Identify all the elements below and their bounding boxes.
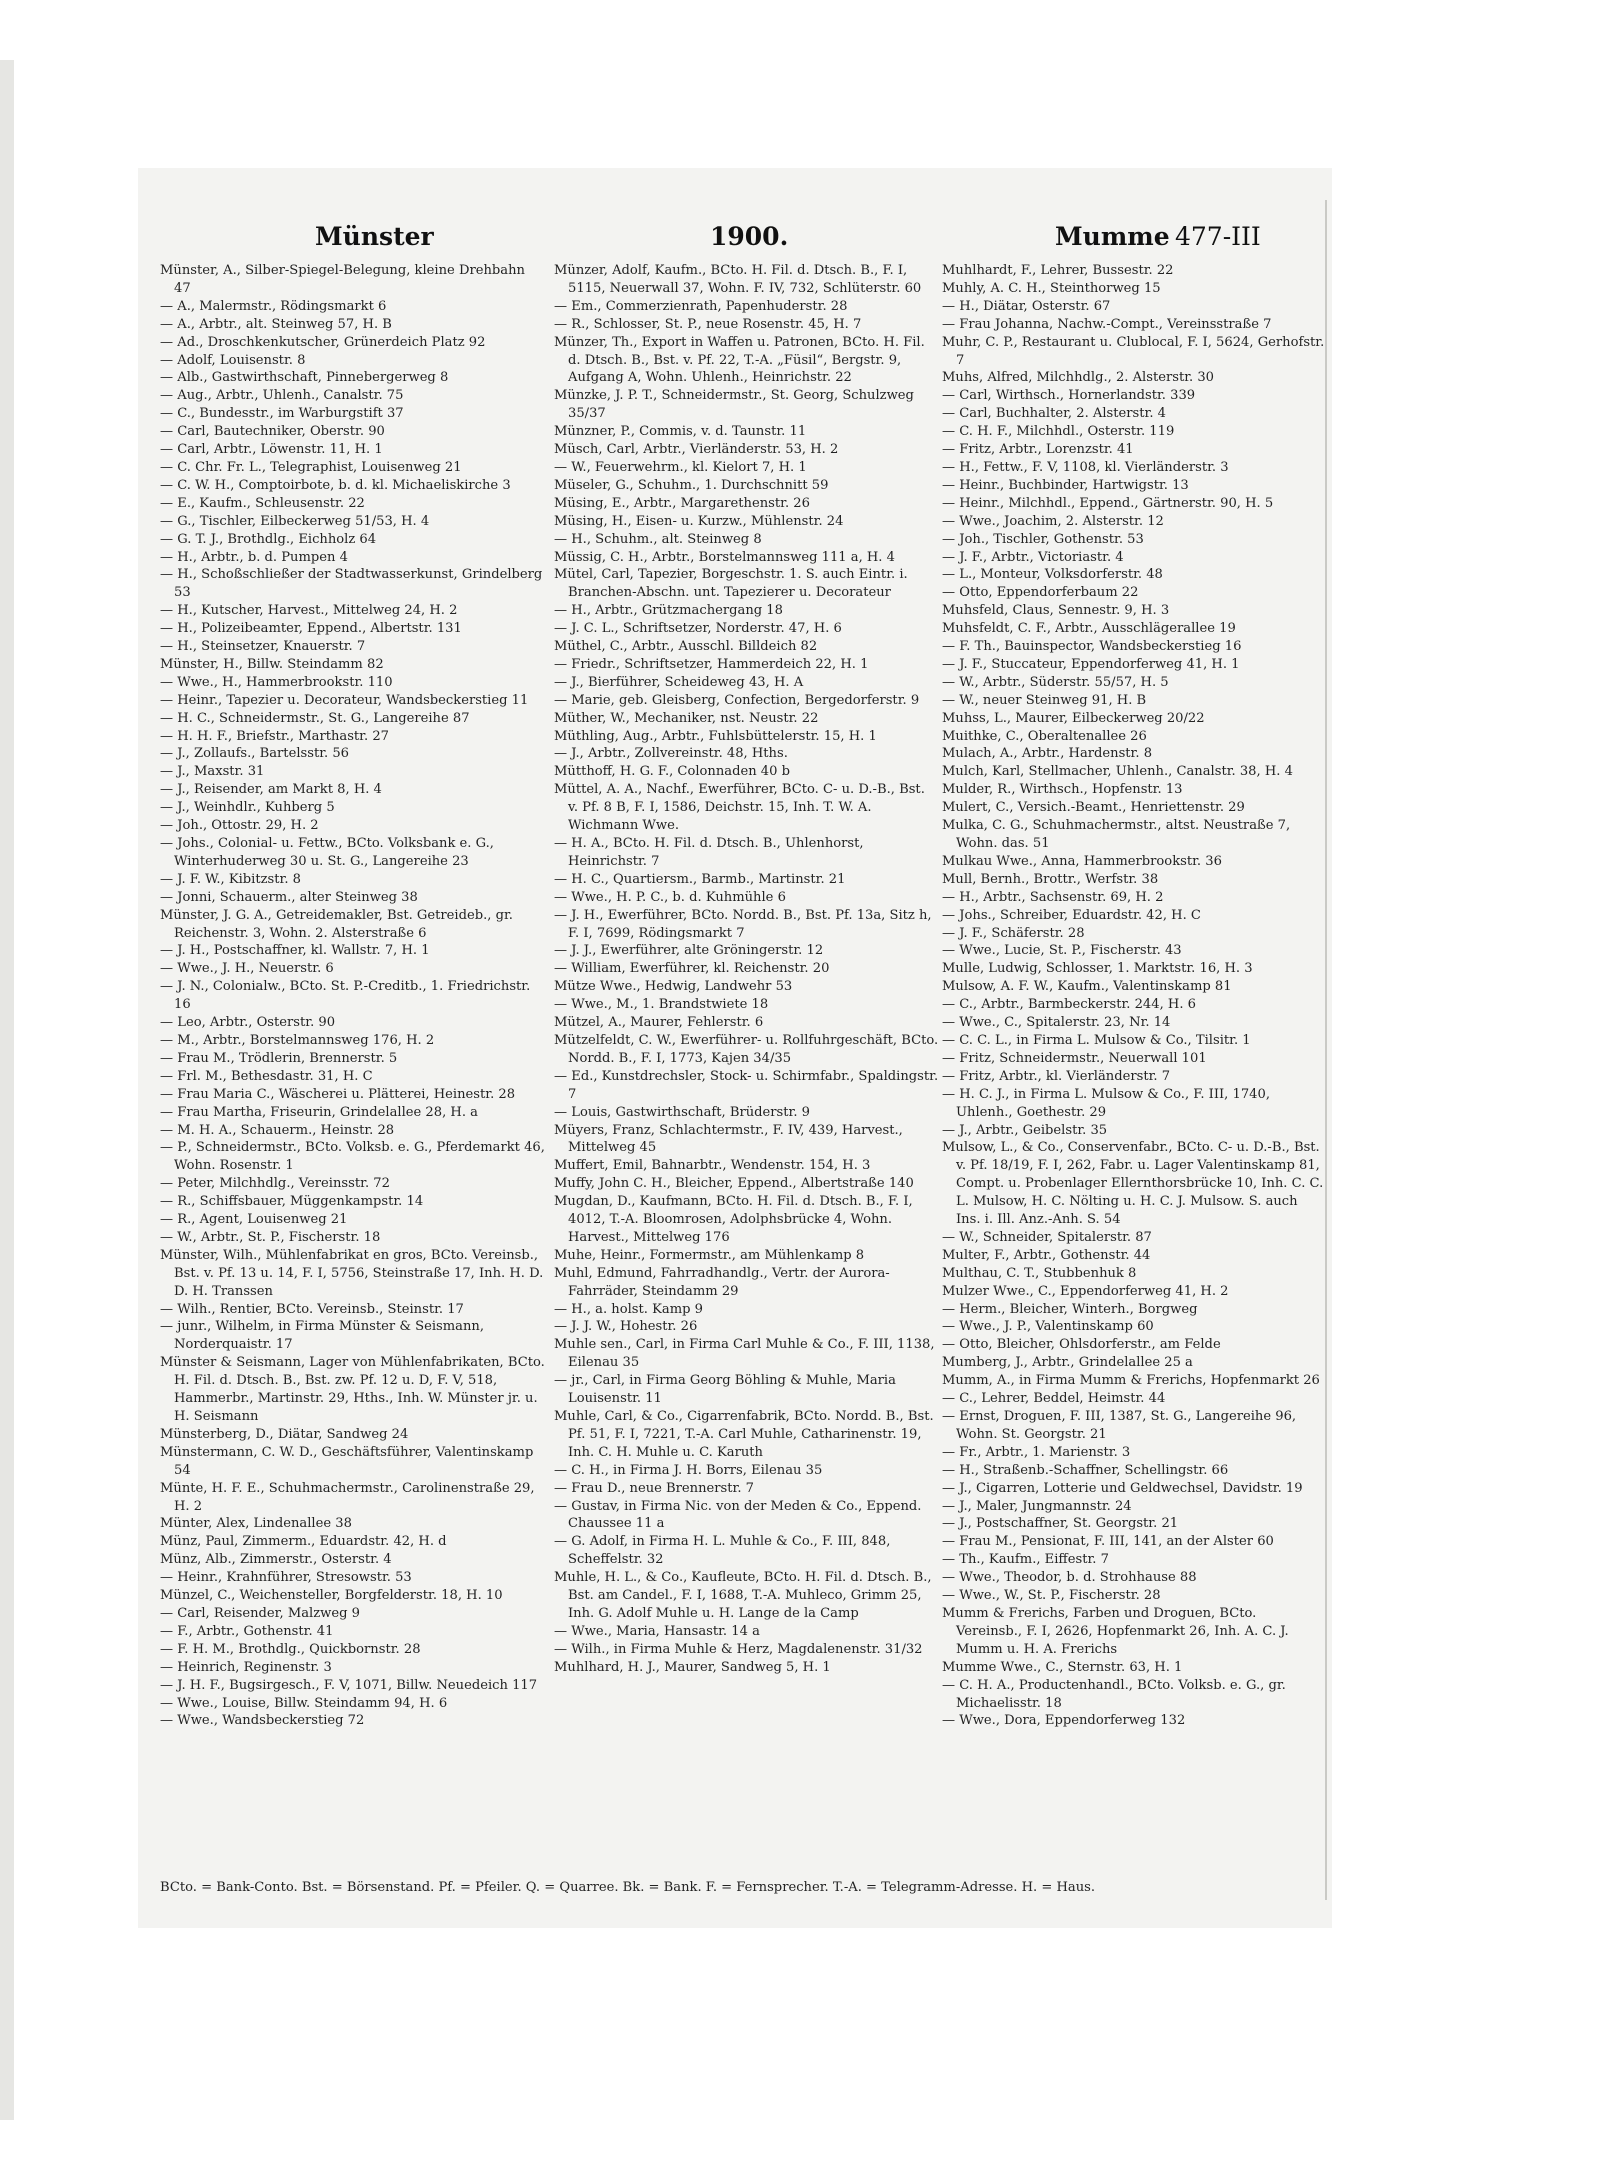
directory-entry: — C. H. F., Milchhdl., Osterstr. 119 bbox=[942, 424, 1175, 440]
directory-entry: Mütthoff, H. G. F., Colonnaden 40 b bbox=[554, 764, 791, 780]
directory-entry: — Leo, Arbtr., Osterstr. 90 bbox=[160, 1015, 336, 1031]
directory-entry: — H., Straßenb.-Schaffner, Schellingstr. 66 bbox=[942, 1462, 1229, 1478]
directory-entry: — J., Cigarren, Lotterie und Geldwechsel, Davidstr. 19 bbox=[942, 1480, 1303, 1496]
directory-entry: — William, Ewerführer, kl. Reichenstr. 20 bbox=[554, 961, 830, 977]
directory-entry: — J., Weinhdlr., Kuhberg 5 bbox=[160, 800, 335, 816]
directory-column-3 bbox=[942, 262, 1325, 1872]
directory-column-2 bbox=[554, 262, 939, 1872]
directory-entry: Münz, Alb., Zimmerstr., Osterstr. 4 bbox=[160, 1552, 392, 1568]
directory-entry: Muhsfeldt, C. F., Arbtr., Ausschlägerallee 19 bbox=[942, 621, 1236, 637]
directory-entry: Mumm & Frerichs, Farben und Droguen, BCto. Vereinsb., F. I, 2626, Hopfenmarkt 26, Inh. A. C. J. Mumm u. H. A. Frerichs bbox=[942, 1605, 1289, 1657]
directory-entry: — Fritz, Schneidermstr., Neuerwall 101 bbox=[942, 1050, 1207, 1066]
directory-entry: — Th., Kaufm., Eiffestr. 7 bbox=[942, 1552, 1109, 1568]
page-number: 477-III bbox=[1175, 222, 1261, 251]
directory-entry: — Wwe., Dora, Eppendorferweg 132 bbox=[942, 1713, 1186, 1729]
directory-entry: — W., Arbtr., St. P., Fischerstr. 18 bbox=[160, 1229, 381, 1245]
directory-entry: — Fr., Arbtr., 1. Marienstr. 3 bbox=[942, 1444, 1131, 1460]
directory-entry: Müthel, C., Arbtr., Ausschl. Billdeich 82 bbox=[554, 639, 818, 655]
page-header bbox=[175, 222, 1295, 258]
directory-entry: Müsing, E., Arbtr., Margarethenstr. 26 bbox=[554, 495, 810, 511]
directory-entry: Müyers, Franz, Schlachtermstr., F. IV, 439, Harvest., Mittelweg 45 bbox=[554, 1122, 903, 1156]
directory-column-1 bbox=[160, 262, 545, 1872]
directory-entry: — H., Polizeibeamter, Eppend., Albertstr. 131 bbox=[160, 621, 462, 637]
directory-entry: — A., Arbtr., alt. Steinweg 57, H. B bbox=[160, 316, 392, 332]
directory-entry: Mützelfeldt, C. W., Ewerführer- u. Rollfuhrgeschäft, BCto. Nordd. B., F. I, 1773, Kajen 34/35 bbox=[554, 1032, 939, 1066]
directory-entry: Muhle, Carl, & Co., Cigarrenfabrik, BCto. Nordd. B., Bst. Pf. 51, F. I, 7221, T.-A. Carl Muhle, Catharinenstr. 19, Inh. C. H. Muhle u. C. Karuth bbox=[554, 1409, 934, 1460]
directory-entry: Mulle, Ludwig, Schlosser, 1. Marktstr. 16, H. 3 bbox=[942, 961, 1253, 977]
directory-entry: — Gustav, in Firma Nic. von der Meden & Co., Eppend. Chaussee 11 a bbox=[554, 1498, 922, 1532]
directory-entry: — H., a. holst. Kamp 9 bbox=[554, 1301, 703, 1317]
directory-entry: Mütze Wwe., Hedwig, Landwehr 53 bbox=[554, 979, 793, 995]
directory-entry: — F. H. M., Brothdlg., Quickbornstr. 28 bbox=[160, 1641, 421, 1657]
directory-entry: Müthling, Aug., Arbtr., Fuhlsbüttelerstr. 15, H. 1 bbox=[554, 728, 877, 744]
directory-entry: — H., Arbtr., b. d. Pumpen 4 bbox=[160, 549, 348, 565]
directory-entry: — Johs., Colonial- u. Fettw., BCto. Volksbank e. G., Winterhuderweg 30 u. St. G., Langereihe 23 bbox=[160, 836, 494, 869]
directory-entry: — H. H. F., Briefstr., Marthastr. 27 bbox=[160, 728, 389, 744]
directory-entry: Muhlhardt, F., Lehrer, Bussestr. 22 bbox=[942, 263, 1174, 278]
directory-entry: — J., Maler, Jungmannstr. 24 bbox=[942, 1498, 1132, 1514]
directory-entry: Münster, Wilh., Mühlenfabrikat en gros, BCto. Vereinsb., Bst. v. Pf. 13 u. 14, F. I, 5756, Steinstraße 17, Inh. H. D. D. H. Transsen bbox=[160, 1247, 544, 1299]
directory-entry: Mulsow, L., & Co., Conservenfabr., BCto. C- u. D.-B., Bst. v. Pf. 18/19, F. I, 262, Fabr. u. Lager Valentinskamp 81, Compt. u. Probenlager Ellernthorsbrücke 10, Inh. C. C. L. Mulsow, H. C. Nölting u. H. C. J. Mulsow. S. auch Ins. i. Ill. Anz.-Anh. S. 54 bbox=[942, 1140, 1324, 1228]
directory-entry: — Fritz, Arbtr., Lorenzstr. 41 bbox=[942, 442, 1134, 458]
directory-entry: Münzner, P., Commis, v. d. Taunstr. 11 bbox=[554, 424, 807, 440]
directory-entry: Multhau, C. T., Stubbenhuk 8 bbox=[942, 1265, 1137, 1281]
directory-entry: Muhly, A. C. H., Steinthorweg 15 bbox=[942, 280, 1161, 296]
directory-entry: Münte, H. F. E., Schuhmachermstr., Carolinenstraße 29, H. 2 bbox=[160, 1480, 535, 1514]
directory-entry: — J. F. W., Kibitzstr. 8 bbox=[160, 871, 301, 887]
directory-entry: — C. Chr. Fr. L., Telegraphist, Louisenweg 21 bbox=[160, 459, 462, 475]
directory-entry: Muhle sen., Carl, in Firma Carl Muhle & Co., F. III, 1138, Eilenau 35 bbox=[554, 1337, 935, 1371]
directory-entry: Münster & Seismann, Lager von Mühlenfabrikaten, BCto. H. Fil. d. Dtsch. B., Bst. zw. Pf. 12 u. D, F. V, 518, Hammerbr., Martinstr. 29, Hths., Inh. W. Münster jr. u. H. Seismann bbox=[160, 1355, 545, 1424]
directory-entry: — R., Agent, Louisenweg 21 bbox=[160, 1212, 348, 1228]
directory-entry: Mull, Bernh., Brottr., Werfstr. 38 bbox=[942, 871, 1159, 887]
directory-entry: — H., Kutscher, Harvest., Mittelweg 24, H. 2 bbox=[160, 603, 458, 619]
directory-entry: — A., Malermstr., Rödingsmarkt 6 bbox=[160, 298, 387, 314]
directory-entry: — W., Arbtr., Süderstr. 55/57, H. 5 bbox=[942, 674, 1169, 690]
directory-entry: — H., Fettw., F. V, 1108, kl. Vierländerstr. 3 bbox=[942, 459, 1229, 475]
directory-entry: Müsch, Carl, Arbtr., Vierländerstr. 53, H. 2 bbox=[554, 442, 839, 458]
directory-entry: — W., Feuerwehrm., kl. Kielort 7, H. 1 bbox=[554, 459, 807, 475]
scan-edge bbox=[0, 60, 14, 2120]
directory-entry: — Frau Maria C., Wäscherei u. Plätterei, Heinestr. 28 bbox=[160, 1086, 516, 1102]
directory-entry: — Frl. M., Bethesdastr. 31, H. C bbox=[160, 1068, 373, 1084]
directory-entry: — J. F., Stuccateur, Eppendorferweg 41, H. 1 bbox=[942, 656, 1240, 672]
directory-entry: — Ed., Kunstdrechsler, Stock- u. Schirmfabr., Spaldingstr. 7 bbox=[554, 1068, 939, 1102]
directory-entry: Muhs, Alfred, Milchhdlg., 2. Alsterstr. 30 bbox=[942, 370, 1215, 386]
directory-entry: Mulert, C., Versich.-Beamt., Henriettenstr. 29 bbox=[942, 800, 1245, 816]
directory-entry: — P., Schneidermstr., BCto. Volksb. e. G., Pferdemarkt 46, Wohn. Rosenstr. 1 bbox=[160, 1140, 545, 1174]
directory-entry: — Friedr., Schriftsetzer, Hammerdeich 22, H. 1 bbox=[554, 656, 869, 672]
directory-entry: Muhlhard, H. J., Maurer, Sandweg 5, H. 1 bbox=[554, 1659, 831, 1675]
directory-entry: — F. Th., Bauinspector, Wandsbeckerstieg 16 bbox=[942, 639, 1242, 655]
directory-entry: — C., Bundesstr., im Warburgstift 37 bbox=[160, 406, 404, 422]
directory-entry: — Em., Commerzienrath, Papenhuderstr. 28 bbox=[554, 298, 848, 314]
directory-entry: — Wwe., Theodor, b. d. Strohhause 88 bbox=[942, 1570, 1197, 1586]
directory-entry: — Joh., Tischler, Gothenstr. 53 bbox=[942, 531, 1144, 547]
directory-entry: — J. J. W., Hohestr. 26 bbox=[554, 1319, 698, 1335]
directory-entry: — L., Monteur, Volksdorferstr. 48 bbox=[942, 567, 1163, 583]
directory-entry: Muhl, Edmund, Fahrradhandlg., Vertr. der Aurora-Fahrräder, Steindamm 29 bbox=[554, 1265, 890, 1299]
directory-entry: Münz, Paul, Zimmerm., Eduardstr. 42, H. d bbox=[160, 1534, 447, 1550]
directory-entry: — Wwe., J. P., Valentinskamp 60 bbox=[942, 1319, 1154, 1335]
directory-entry: Mulder, R., Wirthsch., Hopfenstr. 13 bbox=[942, 782, 1183, 798]
directory-entry: — J., Reisender, am Markt 8, H. 4 bbox=[160, 782, 382, 798]
directory-entry: — Frau Martha, Friseurin, Grindelallee 28, H. a bbox=[160, 1104, 478, 1120]
directory-entry: — Wwe., Maria, Hansastr. 14 a bbox=[554, 1623, 760, 1639]
directory-entry: — C. H. A., Productenhandl., BCto. Volksb. e. G., gr. Michaelisstr. 18 bbox=[942, 1677, 1286, 1711]
directory-entry: — F., Arbtr., Gothenstr. 41 bbox=[160, 1623, 334, 1639]
header-year: 1900. bbox=[710, 222, 789, 251]
directory-entry: — Louis, Gastwirthschaft, Brüderstr. 9 bbox=[554, 1104, 810, 1120]
page-fold-line bbox=[1325, 200, 1327, 1900]
directory-entry: Mulch, Karl, Stellmacher, Uhlenh., Canalstr. 38, H. 4 bbox=[942, 764, 1293, 780]
directory-entry: Münsterberg, D., Diätar, Sandweg 24 bbox=[160, 1426, 409, 1442]
directory-entry: — J. C. L., Schriftsetzer, Norderstr. 47, H. 6 bbox=[554, 621, 842, 637]
directory-entry: Mugdan, D., Kaufmann, BCto. H. Fil. d. Dtsch. B., F. I, 4012, T.-A. Bloomrosen, Adolphsbrücke 4, Wohn. Harvest., Mittelweg 176 bbox=[554, 1194, 913, 1245]
directory-entry: — Heinr., Krahnführer, Stresowstr. 53 bbox=[160, 1570, 412, 1586]
directory-entry: Münter, Alex, Lindenallee 38 bbox=[160, 1516, 352, 1532]
directory-entry: — Wwe., H., Hammerbrookstr. 110 bbox=[160, 674, 393, 690]
directory-entry: Müseler, G., Schuhm., 1. Durchschnitt 59 bbox=[554, 477, 829, 493]
directory-entry: — J., Arbtr., Geibelstr. 35 bbox=[942, 1122, 1108, 1138]
directory-entry: Münstermann, C. W. D., Geschäftsführer, Valentinskamp 54 bbox=[160, 1444, 534, 1478]
directory-entry: — Carl, Wirthsch., Hornerlandstr. 339 bbox=[942, 388, 1196, 404]
directory-entry: — Frau M., Pensionat, F. III, 141, an der Alster 60 bbox=[942, 1534, 1274, 1550]
directory-entry: — Wwe., W., St. P., Fischerstr. 28 bbox=[942, 1588, 1161, 1604]
directory-entry: Münzer, Th., Export in Waffen u. Patronen, BCto. H. Fil. d. Dtsch. B., Bst. v. Pf. 22, T.-A. „Füsil“, Bergstr. 9, Aufgang A, Wohn. Uhlenh., Heinrichstr. 22 bbox=[554, 334, 925, 386]
directory-entry: Münster, A., Silber-Spiegel-Belegung, kleine Drehbahn 47 bbox=[160, 263, 525, 296]
directory-entry: — Wwe., Wandsbeckerstieg 72 bbox=[160, 1713, 365, 1729]
directory-entry: Münzer, Adolf, Kaufm., BCto. H. Fil. d. Dtsch. B., F. I, 5115, Neuerwall 37, Wohn. F. IV, 732, Schlüterstr. 60 bbox=[554, 263, 922, 296]
directory-entry: — Frau M., Trödlerin, Brennerstr. 5 bbox=[160, 1050, 398, 1066]
directory-entry: Mützel, A., Maurer, Fehlerstr. 6 bbox=[554, 1015, 764, 1031]
directory-entry: — Otto, Eppendorferbaum 22 bbox=[942, 585, 1139, 601]
directory-entry: — H., Schuhm., alt. Steinweg 8 bbox=[554, 531, 762, 547]
directory-entry: Mütel, Carl, Tapezier, Borgeschstr. 1. S. auch Eintr. i. Branchen-Abschn. unt. Tapezierer u. Decorateur bbox=[554, 567, 908, 601]
directory-entry: — Wwe., Joachim, 2. Alsterstr. 12 bbox=[942, 513, 1164, 529]
directory-entry: — J. H. F., Bugsirgesch., F. V, 1071, Billw. Neuedeich 117 bbox=[160, 1677, 538, 1693]
directory-entry: — C., Arbtr., Barmbeckerstr. 244, H. 6 bbox=[942, 997, 1196, 1013]
directory-entry: — C., Lehrer, Beddel, Heimstr. 44 bbox=[942, 1391, 1166, 1407]
directory-entry: — J. F., Arbtr., Victoriastr. 4 bbox=[942, 549, 1124, 565]
directory-entry: — J., Arbtr., Zollvereinstr. 48, Hths. bbox=[554, 746, 788, 762]
directory-entry: Muffert, Emil, Bahnarbtr., Wendenstr. 154, H. 3 bbox=[554, 1158, 871, 1174]
directory-entry: — Peter, Milchhdlg., Vereinsstr. 72 bbox=[160, 1176, 390, 1192]
directory-entry: — Wwe., J. H., Neuerstr. 6 bbox=[160, 961, 334, 977]
directory-entry: — jr., Carl, in Firma Georg Böhling & Muhle, Maria Louisenstr. 11 bbox=[554, 1373, 896, 1407]
directory-entry: — W., neuer Steinweg 91, H. B bbox=[942, 692, 1147, 708]
directory-entry: — C. W. H., Comptoirbote, b. d. kl. Michaeliskirche 3 bbox=[160, 477, 511, 493]
directory-entry: Muhss, L., Maurer, Eilbeckerweg 20/22 bbox=[942, 710, 1205, 726]
directory-entry: — C. C. L., in Firma L. Mulsow & Co., Tilsitr. 1 bbox=[942, 1032, 1251, 1048]
directory-entry: — Frau D., neue Brennerstr. 7 bbox=[554, 1480, 755, 1496]
directory-entry: — H. A., BCto. H. Fil. d. Dtsch. B., Uhlenhorst, Heinrichstr. 7 bbox=[554, 836, 864, 869]
directory-entry: — Carl, Reisender, Malzweg 9 bbox=[160, 1605, 360, 1621]
directory-entry: Müther, W., Mechaniker, nst. Neustr. 22 bbox=[554, 710, 819, 726]
directory-entry: — H., Diätar, Osterstr. 67 bbox=[942, 298, 1111, 314]
directory-entry: — H., Schoßschließer der Stadtwasserkunst, Grindelberg 53 bbox=[160, 567, 543, 601]
directory-entry: — Carl, Bautechniker, Oberstr. 90 bbox=[160, 424, 385, 440]
directory-entry: — J. N., Colonialw., BCto. St. P.-Creditb., 1. Friedrichstr. 16 bbox=[160, 979, 531, 1013]
directory-entry: Müssig, C. H., Arbtr., Borstelmannsweg 111 a, H. 4 bbox=[554, 549, 895, 565]
directory-entry: — Herm., Bleicher, Winterh., Borgweg bbox=[942, 1301, 1198, 1317]
directory-entry: — Johs., Schreiber, Eduardstr. 42, H. C bbox=[942, 907, 1201, 923]
directory-entry: — Wwe., Louise, Billw. Steindamm 94, H. 6 bbox=[160, 1695, 448, 1711]
directory-entry: — J., Maxstr. 31 bbox=[160, 764, 265, 780]
directory-entry: — Adolf, Louisenstr. 8 bbox=[160, 352, 306, 368]
directory-entry: — J., Zollaufs., Bartelsstr. 56 bbox=[160, 746, 350, 762]
directory-entry: — Wwe., H. P. C., b. d. Kuhmühle 6 bbox=[554, 889, 786, 905]
directory-entry: — Ad., Droschkenkutscher, Grünerdeich Platz 92 bbox=[160, 334, 486, 350]
directory-entry: — H., Arbtr., Grützmachergang 18 bbox=[554, 603, 783, 619]
directory-entry: — G. Adolf, in Firma H. L. Muhle & Co., F. III, 848, Scheffelstr. 32 bbox=[554, 1534, 891, 1568]
abbreviation-legend: BCto. = Bank-Conto. Bst. = Börsenstand. Pf. = Pfeiler. Q. = Quarree. Bk. = Bank. F. = Fernsprecher. T.-A. = Telegramm-Adresse. H. = Haus. bbox=[160, 1880, 1096, 1895]
directory-entry: Mulzer Wwe., C., Eppendorferweg 41, H. 2 bbox=[942, 1283, 1229, 1299]
directory-entry: Mulka, C. G., Schuhmachermstr., altst. Neustraße 7, Wohn. das. 51 bbox=[942, 818, 1291, 851]
directory-entry: — Heinr., Milchhdl., Eppend., Gärtnerstr. 90, H. 5 bbox=[942, 495, 1274, 511]
directory-entry: Mulach, A., Arbtr., Hardenstr. 8 bbox=[942, 746, 1153, 762]
directory-entry: — Jonni, Schauerm., alter Steinweg 38 bbox=[160, 889, 418, 905]
directory-entry: — Otto, Bleicher, Ohlsdorferstr., am Felde bbox=[942, 1337, 1221, 1353]
directory-entry: — Wwe., C., Spitalerstr. 23, Nr. 14 bbox=[942, 1015, 1171, 1031]
directory-entry: — Alb., Gastwirthschaft, Pinnebergerweg 8 bbox=[160, 370, 449, 386]
directory-entry: — H., Steinsetzer, Knauerstr. 7 bbox=[160, 639, 366, 655]
header-first-entry: Münster bbox=[315, 222, 434, 251]
directory-entry: — H., Arbtr., Sachsenstr. 69, H. 2 bbox=[942, 889, 1164, 905]
directory-entry: — H. C., Quartiersm., Barmb., Martinstr. 21 bbox=[554, 871, 846, 887]
directory-entry: — J. J., Ewerführer, alte Gröningerstr. 12 bbox=[554, 943, 824, 959]
directory-entry: — Wilh., Rentier, BCto. Vereinsb., Steinstr. 17 bbox=[160, 1301, 464, 1317]
directory-entry: Muhsfeld, Claus, Sennestr. 9, H. 3 bbox=[942, 603, 1170, 619]
directory-entry: — W., Schneider, Spitalerstr. 87 bbox=[942, 1229, 1152, 1245]
directory-entry: — M., Arbtr., Borstelmannsweg 176, H. 2 bbox=[160, 1032, 435, 1048]
directory-entry: Mumm, A., in Firma Mumm & Frerichs, Hopfenmarkt 26 bbox=[942, 1373, 1320, 1389]
directory-entry: — J. F., Schäferstr. 28 bbox=[942, 925, 1085, 941]
directory-entry: — E., Kaufm., Schleusenstr. 22 bbox=[160, 495, 365, 511]
directory-entry: Mulsow, A. F. W., Kaufm., Valentinskamp 81 bbox=[942, 979, 1232, 995]
directory-entry: — Fritz, Arbtr., kl. Vierländerstr. 7 bbox=[942, 1068, 1171, 1084]
directory-entry: Mumme Wwe., C., Sternstr. 63, H. 1 bbox=[942, 1659, 1183, 1675]
directory-entry: Muithke, C., Oberaltenallee 26 bbox=[942, 728, 1147, 744]
header-last-entry: Mumme bbox=[1055, 222, 1170, 251]
directory-entry: — Wwe., Lucie, St. P., Fischerstr. 43 bbox=[942, 943, 1182, 959]
directory-entry: — Carl, Arbtr., Löwenstr. 11, H. 1 bbox=[160, 442, 383, 458]
directory-entry: — Frau Johanna, Nachw.-Compt., Vereinsstraße 7 bbox=[942, 316, 1272, 332]
directory-entry: — Wilh., in Firma Muhle & Herz, Magdalenenstr. 31/32 bbox=[554, 1641, 923, 1657]
directory-entry: — J., Postschaffner, St. Georgstr. 21 bbox=[942, 1516, 1179, 1532]
directory-entry: Mulkau Wwe., Anna, Hammerbrookstr. 36 bbox=[942, 853, 1222, 869]
directory-entry: — G. T. J., Brothdlg., Eichholz 64 bbox=[160, 531, 377, 547]
directory-entry: — J. H., Postschaffner, kl. Wallstr. 7, H. 1 bbox=[160, 943, 430, 959]
directory-entry: — Aug., Arbtr., Uhlenh., Canalstr. 75 bbox=[160, 388, 404, 404]
directory-entry: Muffy, John C. H., Bleicher, Eppend., Albertstraße 140 bbox=[554, 1176, 914, 1192]
directory-entry: — Carl, Buchhalter, 2. Alsterstr. 4 bbox=[942, 406, 1166, 422]
directory-entry: Müttel, A. A., Nachf., Ewerführer, BCto. C- u. D.-B., Bst. v. Pf. 8 B, F. I, 1586, Deichstr. 15, Inh. T. W. A. Wichmann Wwe. bbox=[554, 782, 925, 834]
directory-entry: Muhe, Heinr., Formermstr., am Mühlenkamp 8 bbox=[554, 1247, 865, 1263]
directory-entry: — J., Bierführer, Scheideweg 43, H. A bbox=[554, 674, 804, 690]
directory-entry: Mumberg, J., Arbtr., Grindelallee 25 a bbox=[942, 1355, 1193, 1371]
directory-entry: — M. H. A., Schauerm., Heinstr. 28 bbox=[160, 1122, 395, 1138]
directory-entry: — Marie, geb. Gleisberg, Confection, Bergedorferstr. 9 bbox=[554, 692, 920, 708]
directory-entry: — H. C. J., in Firma L. Mulsow & Co., F. III, 1740, Uhlenh., Goethestr. 29 bbox=[942, 1086, 1270, 1120]
directory-entry: — J. H., Ewerführer, BCto. Nordd. B., Bst. Pf. 13a, Sitz h, F. I, 7699, Rödingsmarkt 7 bbox=[554, 907, 932, 941]
directory-entry: Münzel, C., Weichensteller, Borgfelderstr. 18, H. 10 bbox=[160, 1588, 503, 1604]
directory-entry: Münster, H., Billw. Steindamm 82 bbox=[160, 656, 384, 672]
directory-entry: — Heinr., Tapezier u. Decorateur, Wandsbeckerstieg 11 bbox=[160, 692, 529, 708]
directory-entry: — R., Schlosser, St. P., neue Rosenstr. 45, H. 7 bbox=[554, 316, 862, 332]
directory-entry: Multer, F., Arbtr., Gothenstr. 44 bbox=[942, 1247, 1151, 1263]
directory-entry: — Joh., Ottostr. 29, H. 2 bbox=[160, 818, 319, 834]
directory-entry: Muhle, H. L., & Co., Kaufleute, BCto. H. Fil. d. Dtsch. B., Bst. am Candel., F. I, 1688, T.-A. Muhleco, Grimm 25, Inh. G. Adolf Muhle u. H. Lange de la Camp bbox=[554, 1570, 932, 1621]
directory-entry: Münster, J. G. A., Getreidemakler, Bst. Getreideb., gr. Reichenstr. 3, Wohn. 2. Alsterstraße 6 bbox=[160, 907, 513, 941]
directory-entry: Muhr, C. P., Restaurant u. Clublocal, F. I, 5624, Gerhofstr. 7 bbox=[942, 334, 1325, 368]
directory-entry: — C. H., in Firma J. H. Borrs, Eilenau 35 bbox=[554, 1462, 823, 1478]
directory-entry: — G., Tischler, Eilbeckerweg 51/53, H. 4 bbox=[160, 513, 430, 529]
directory-entry: — R., Schiffsbauer, Müggenkampstr. 14 bbox=[160, 1194, 424, 1210]
directory-entry: Münzke, J. P. T., Schneidermstr., St. Georg, Schulzweg 35/37 bbox=[554, 388, 914, 422]
directory-entry: Müsing, H., Eisen- u. Kurzw., Mühlenstr. 24 bbox=[554, 513, 844, 529]
directory-entry: — H. C., Schneidermstr., St. G., Langereihe 87 bbox=[160, 710, 470, 726]
directory-entry: — Ernst, Droguen, F. III, 1387, St. G., Langereihe 96, Wohn. St. Georgstr. 21 bbox=[942, 1409, 1297, 1442]
directory-entry: — Wwe., M., 1. Brandstwiete 18 bbox=[554, 997, 769, 1013]
directory-entry: — Heinr., Buchbinder, Hartwigstr. 13 bbox=[942, 477, 1189, 493]
directory-entry: — Heinrich, Reginenstr. 3 bbox=[160, 1659, 332, 1675]
directory-entry: — junr., Wilhelm, in Firma Münster & Seismann, Norderquaistr. 17 bbox=[160, 1319, 485, 1353]
